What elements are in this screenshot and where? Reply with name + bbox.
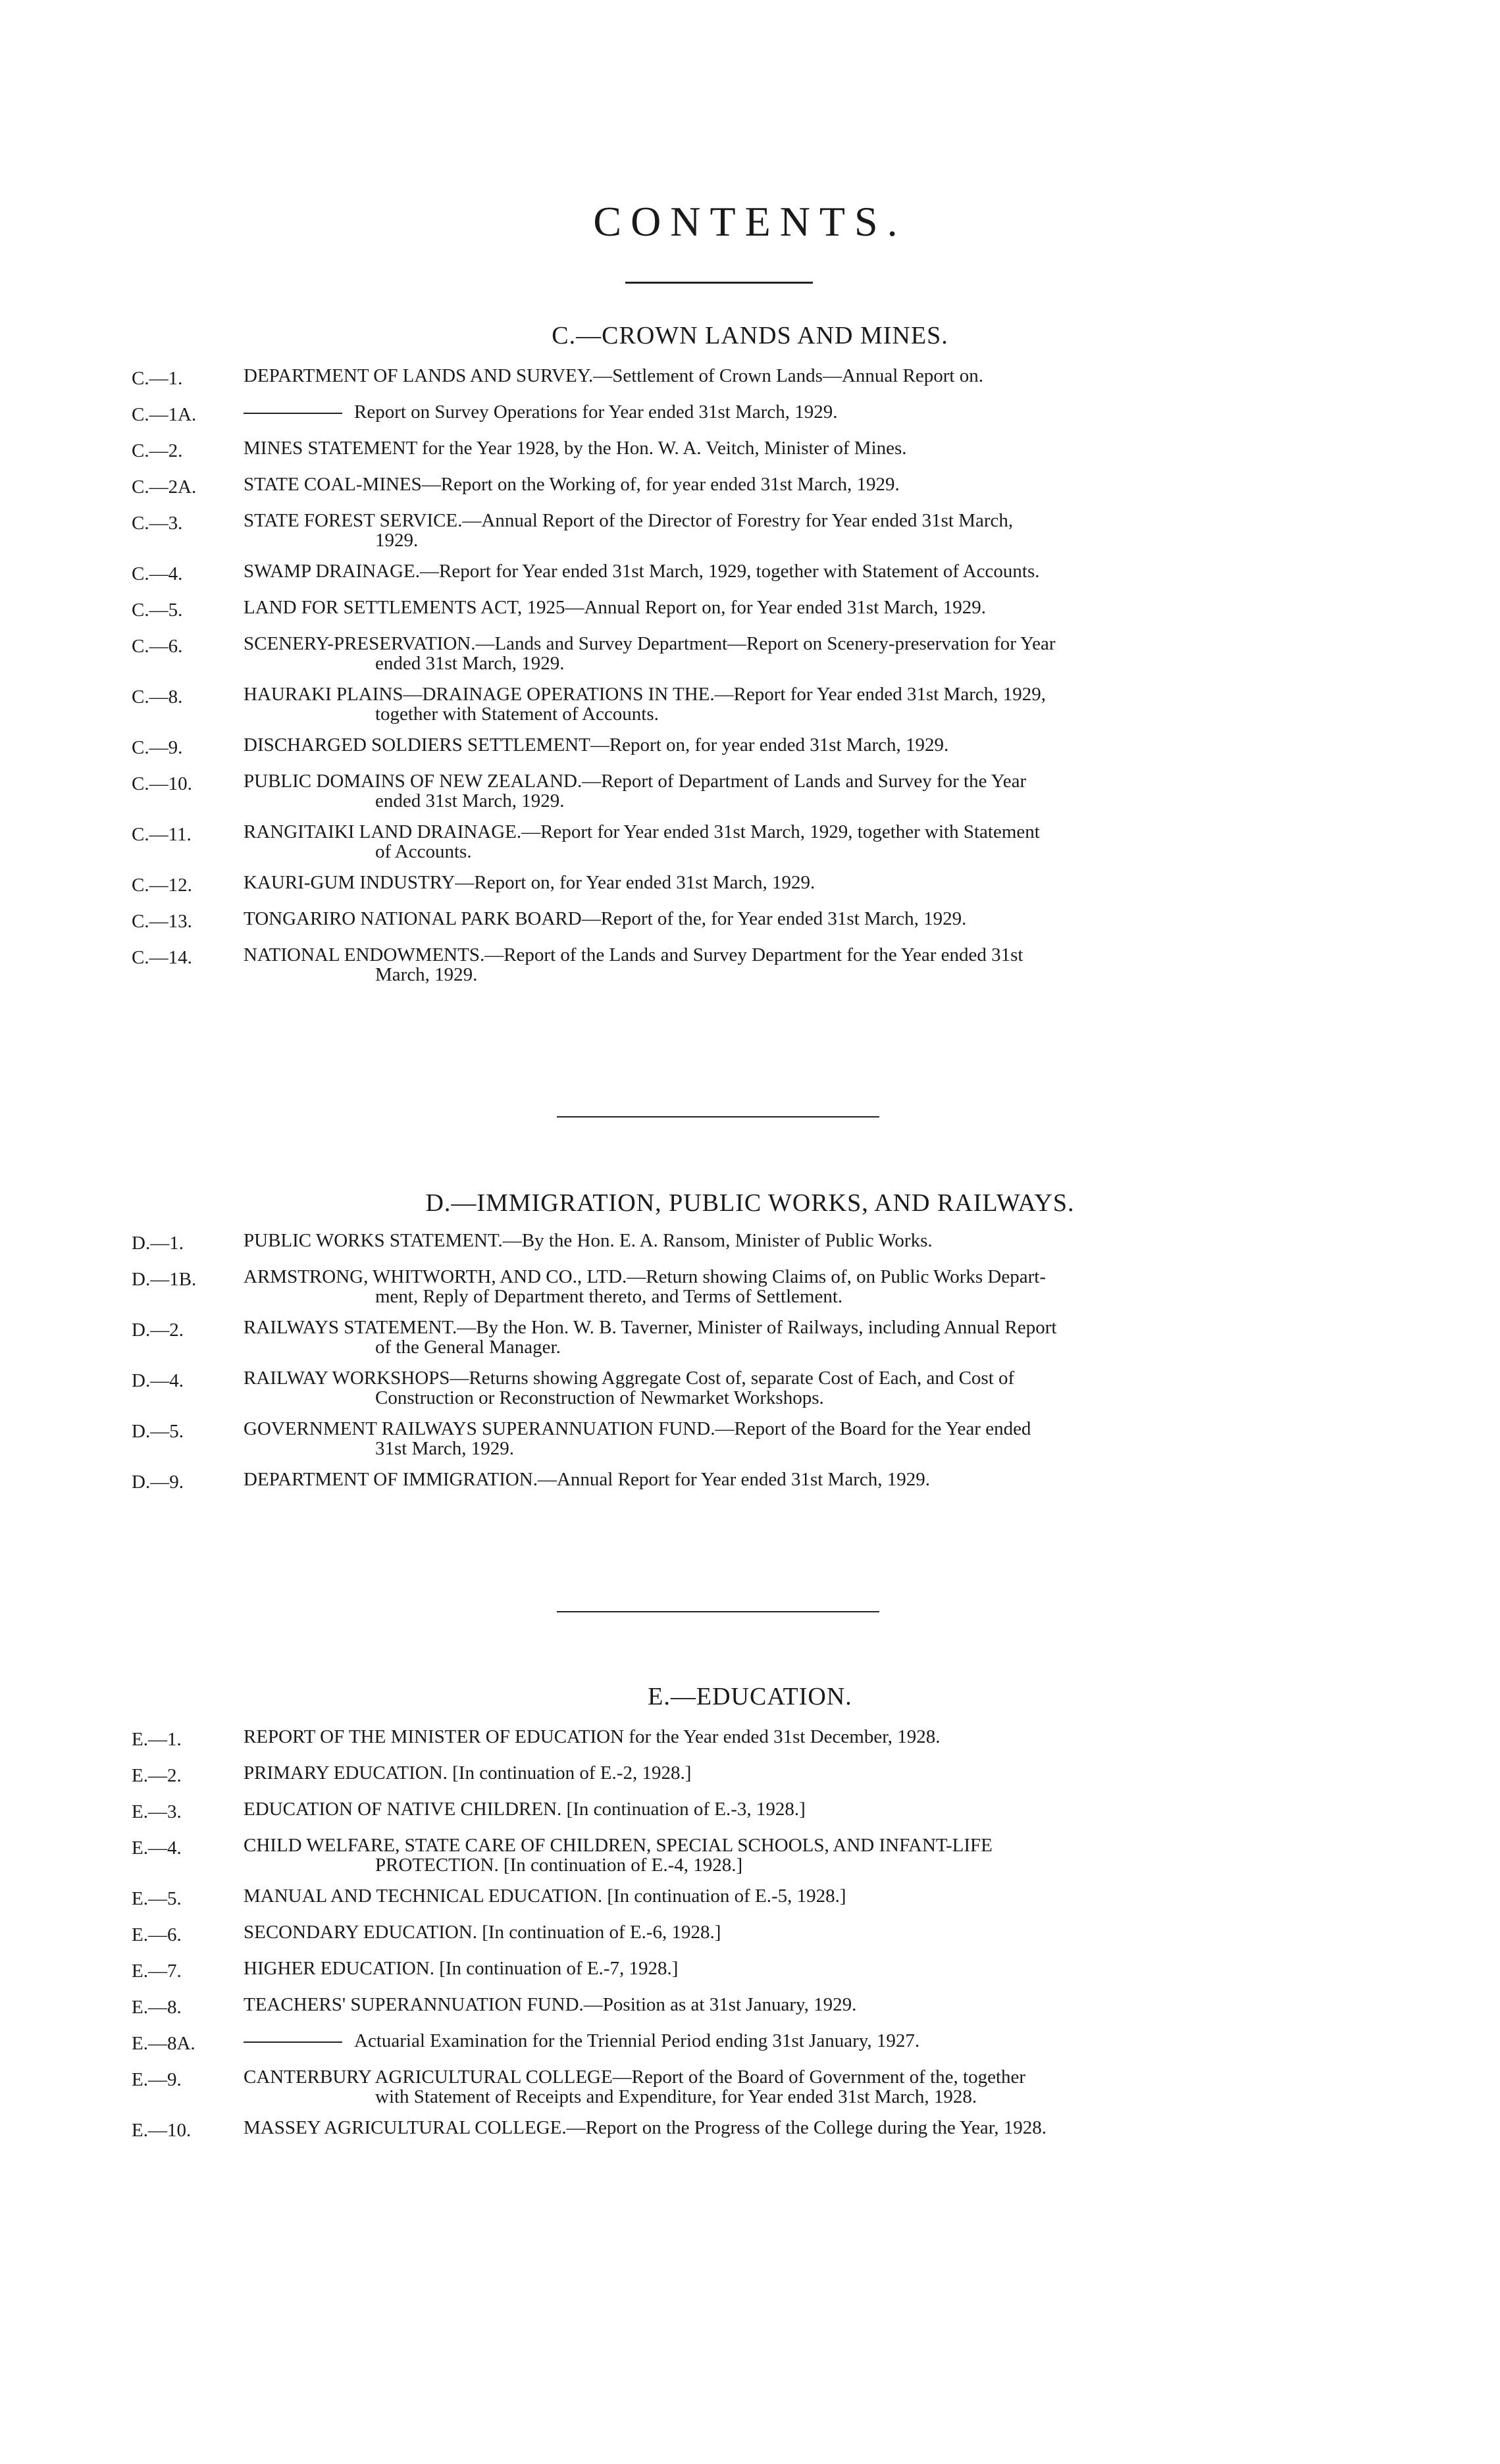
entry-code: C.—4. [132,563,183,584]
section-divider [557,1611,879,1612]
entry-text-block [244,771,1310,811]
entry-title: LAND FOR SETTLEMENTS ACT, 1925—Annual Report on, for Year ended 31st March, 1929. [244,597,986,618]
entry-title: RANGITAIKI LAND DRAINAGE.—Report for Year ended 31st March, 1929, together with Statement [244,821,1040,842]
section-heading-d: D.—IMMIGRATION, PUBLIC WORKS, AND RAILWAYS. [425,1189,1075,1217]
entry-title: RAILWAY WORKSHOPS—Returns showing Aggregate Cost of, separate Cost of Each, and Cost of [244,1368,1015,1389]
entry-title: CANTERBURY AGRICULTURAL COLLEGE—Report of the Board of Government of the, together [244,2066,1026,2088]
entry-text-block [244,634,1310,673]
entry-title: KAURI-GUM INDUSTRY—Report on, for Year ended 31st March, 1929. [244,872,815,893]
entry-code: C.—13. [132,911,192,932]
entry-text-block [244,1835,1310,1875]
contents-entry [132,1959,1310,1984]
entry-code: E.—10. [132,2120,192,2141]
entry-title: MINES STATEMENT for the Year 1928, by the Hon. W. A. Veitch, Minister of Mines. [244,438,907,459]
entry-title: TEACHERS' SUPERANNUATION FUND.—Position as at 31st January, 1929. [244,1994,857,2015]
entry-text-block [244,2118,1310,2138]
contents-entry [132,822,1310,861]
contents-entry [132,402,1310,427]
entry-code: C.—10. [132,773,192,794]
entry-text-block [244,1470,1310,1489]
entry-code: C.—1A. [132,404,197,425]
entry-title: Actuarial Examination for the Triennial Period ending 31st January, 1927. [354,2030,920,2051]
contents-entry [132,1727,1310,1752]
contents-entry [132,1267,1310,1306]
entry-text-block [244,475,1310,494]
entry-code: D.—1. [132,1233,184,1254]
entry-code: E.—8. [132,1997,182,2018]
entry-code: C.—14. [132,947,192,968]
entry-continuation: 1929. [375,530,419,551]
entry-code: D.—4. [132,1370,184,1391]
entry-code: E.—3. [132,1801,182,1822]
entry-text-block [244,945,1310,985]
entry-code: E.—5. [132,1888,182,1909]
contents-entry [132,873,1310,898]
entry-continuation: with Statement of Receipts and Expenditure, for Year ended 31st March, 1928. [375,2086,977,2107]
entry-continuation: Construction or Reconstruction of Newmarket Workshops. [375,1387,824,1408]
contents-entry [132,438,1310,463]
entry-code: D.—2. [132,1320,184,1341]
entry-code: E.—6. [132,1924,182,1945]
entry-text-block [244,909,1310,929]
entry-code: E.—9. [132,2069,182,2090]
entry-text-block [244,2031,1310,2051]
contents-entry [132,2031,1310,2056]
entry-code: D.—9. [132,1472,184,1493]
contents-entry [132,1799,1310,1824]
entry-title: PUBLIC DOMAINS OF NEW ZEALAND.—Report of Department of Lands and Survey for the Year [244,771,1027,792]
entry-text-block [244,598,1310,617]
entry-continuation: 31st March, 1929. [375,1438,515,1459]
entry-text-block [244,2067,1310,2107]
entry-text-block [244,873,1310,892]
section-entries-e [132,1727,1310,2154]
entry-text-block [244,561,1310,581]
entry-title: PRIMARY EDUCATION. [In continuation of E.-2, 1928.] [244,1762,692,1784]
entry-title: MASSEY AGRICULTURAL COLLEGE.—Report on the Progress of the College during the Year, 1928. [244,2117,1047,2138]
entry-title: STATE COAL-MINES—Report on the Working of, for year ended 31st March, 1929. [244,474,900,495]
contents-entry [132,634,1310,673]
contents-entry [132,598,1310,623]
entry-title: DEPARTMENT OF LANDS AND SURVEY.—Settlement of Crown Lands—Annual Report on. [244,365,983,386]
entry-text-block [244,1886,1310,1906]
entry-code: E.—7. [132,1961,182,1982]
entry-code: C.—2A. [132,476,197,498]
entry-text-block [244,1368,1310,1408]
entry-code: C.—5. [132,600,183,621]
contents-entry [132,1318,1310,1357]
entry-continuation: ment, Reply of Department thereto, and Terms of Settlement. [375,1286,843,1307]
contents-entry [132,366,1310,391]
entry-text-block [244,1267,1310,1306]
entry-title: MANUAL AND TECHNICAL EDUCATION. [In continuation of E.-5, 1928.] [244,1886,846,1907]
entry-code: E.—4. [132,1837,182,1859]
contents-entry [132,1922,1310,1947]
entry-text-block [244,1959,1310,1978]
entry-title: HIGHER EDUCATION. [In continuation of E.-7, 1928.] [244,1958,679,1979]
entry-text-block [244,511,1310,550]
entry-code: C.—9. [132,737,183,758]
contents-entry [132,771,1310,811]
entry-text-block [244,438,1310,458]
entry-code: C.—2. [132,440,183,461]
entry-title: SCENERY-PRESERVATION.—Lands and Survey Department—Report on Scenery-preservation for Year [244,633,1056,654]
entry-code: E.—2. [132,1765,182,1786]
entry-continuation: together with Statement of Accounts. [375,704,659,725]
contents-entry [132,1995,1310,2020]
section-divider [557,1116,879,1117]
contents-entry [132,2067,1310,2107]
entry-text-block [244,1763,1310,1783]
contents-entry [132,1886,1310,1911]
entry-code: C.—3. [132,513,183,534]
entry-text-block [244,735,1310,755]
entry-title: NATIONAL ENDOWMENTS.—Report of the Lands and Survey Department for the Year ended 31st [244,944,1023,965]
section-heading-e: E.—EDUCATION. [648,1683,852,1710]
entry-code: C.—8. [132,686,183,707]
entry-text-block [244,402,1310,422]
entry-continuation: PROTECTION. [In continuation of E.-4, 1928.] [375,1855,743,1876]
entry-text-block [244,1799,1310,1819]
entry-title: Report on Survey Operations for Year ended 31st March, 1929. [354,401,838,423]
entry-continuation: March, 1929. [375,964,478,985]
ditto-dash [244,413,342,414]
entry-code: E.—1. [132,1729,182,1750]
section-entries-d [132,1231,1310,1506]
page-title: CONTENTS. [593,198,907,245]
contents-entry [132,909,1310,934]
contents-entry [132,561,1310,586]
entry-title: DISCHARGED SOLDIERS SETTLEMENT—Report on, for year ended 31st March, 1929. [244,734,949,756]
entry-code: C.—1. [132,368,183,389]
title-rule [625,282,813,284]
entry-title: TONGARIRO NATIONAL PARK BOARD—Report of the, for Year ended 31st March, 1929. [244,908,967,929]
entry-continuation: of Accounts. [375,841,472,862]
entry-title: SECONDARY EDUCATION. [In continuation of E.-6, 1928.] [244,1922,721,1943]
entry-title: SWAMP DRAINAGE.—Report for Year ended 31st March, 1929, together with Statement of Accounts. [244,561,1040,582]
entry-title: ARMSTRONG, WHITWORTH, AND CO., LTD.—Return showing Claims of, on Public Works Depart- [244,1266,1046,1287]
entry-title: HAURAKI PLAINS—DRAINAGE OPERATIONS IN THE.—Report for Year ended 31st March, 1929, [244,684,1046,705]
entry-text-block [244,1727,1310,1747]
entry-text-block [244,1419,1310,1458]
contents-entry [132,1368,1310,1408]
contents-entry [132,511,1310,550]
entry-continuation: ended 31st March, 1929. [375,790,565,811]
entry-code: C.—6. [132,636,183,657]
entry-title: STATE FOREST SERVICE.—Annual Report of the Director of Forestry for Year ended 31st March, [244,510,1014,531]
contents-entry [132,1470,1310,1495]
contents-entry [132,475,1310,500]
entry-text-block [244,684,1310,724]
entry-code: E.—8A. [132,2033,195,2054]
entry-title: GOVERNMENT RAILWAYS SUPERANNUATION FUND.—Report of the Board for the Year ended [244,1418,1031,1439]
entry-code: D.—5. [132,1421,184,1442]
entry-continuation: ended 31st March, 1929. [375,653,565,674]
entry-text-block [244,366,1310,386]
entry-text-block [244,1231,1310,1250]
contents-entry [132,1419,1310,1458]
contents-entry [132,945,1310,985]
section-entries-c [132,366,1310,996]
entry-text-block [244,1922,1310,1942]
entry-title: PUBLIC WORKS STATEMENT.—By the Hon. E. A. Ransom, Minister of Public Works. [244,1230,933,1251]
contents-entry [132,1231,1310,1256]
contents-entry [132,735,1310,760]
entry-title: CHILD WELFARE, STATE CARE OF CHILDREN, SPECIAL SCHOOLS, AND INFANT-LIFE [244,1835,993,1856]
contents-entry [132,2118,1310,2143]
entry-title: EDUCATION OF NATIVE CHILDREN. [In continuation of E.-3, 1928.] [244,1799,806,1820]
contents-entry [132,1835,1310,1875]
entry-text-block [244,1995,1310,2015]
entry-code: D.—1B. [132,1269,197,1290]
entry-code: C.—11. [132,824,192,845]
section-heading-c: C.—CROWN LANDS AND MINES. [552,322,948,349]
ditto-dash [244,2041,342,2043]
contents-entry [132,684,1310,724]
entry-title: REPORT OF THE MINISTER OF EDUCATION for the Year ended 31st December, 1928. [244,1726,941,1747]
entry-title: RAILWAYS STATEMENT.—By the Hon. W. B. Taverner, Minister of Railways, including Annual Report [244,1317,1057,1338]
entry-code: C.—12. [132,875,192,896]
entry-text-block [244,822,1310,861]
entry-continuation: of the General Manager. [375,1337,561,1358]
entry-text-block [244,1318,1310,1357]
entry-title: DEPARTMENT OF IMMIGRATION.—Annual Report for Year ended 31st March, 1929. [244,1469,930,1490]
contents-entry [132,1763,1310,1788]
